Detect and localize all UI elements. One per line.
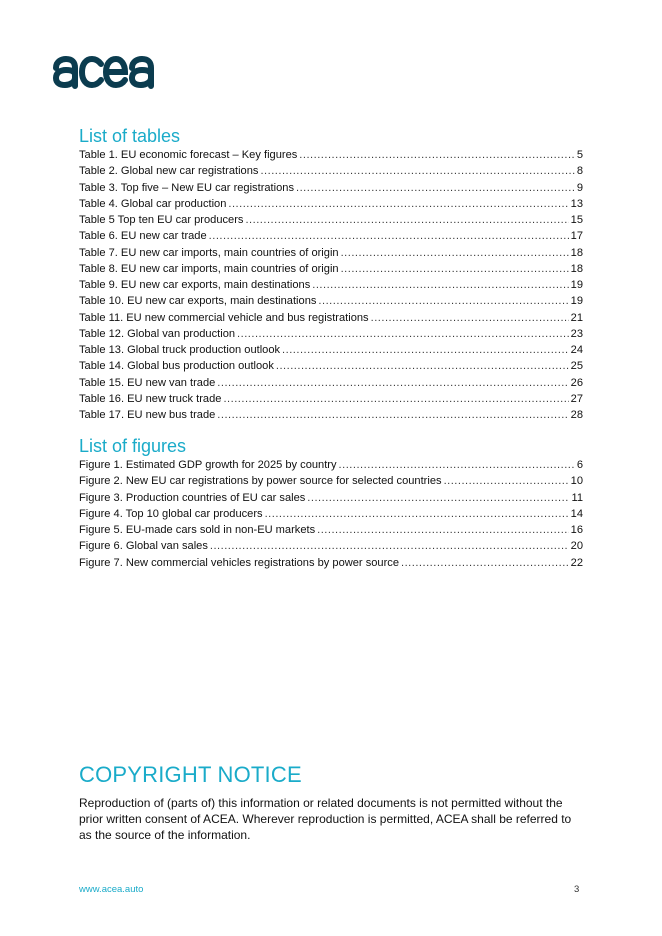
table-entry-page: 23 xyxy=(570,327,583,340)
table-entry-title: Table 17. EU new bus trade xyxy=(79,409,216,421)
list-of-figures xyxy=(79,457,583,571)
table-entry[interactable] xyxy=(79,342,583,358)
table-entry-title: Table 9. EU new car exports, main destinations xyxy=(79,279,311,291)
acea-logo[interactable] xyxy=(50,42,162,90)
table-entry[interactable] xyxy=(79,163,583,179)
table-entry[interactable] xyxy=(79,261,583,277)
figure-entry-title: Figure 6. Global van sales xyxy=(79,540,208,553)
dot-leader xyxy=(276,358,569,374)
table-entry-title: Table 11. EU new commercial vehicle and bus registrations xyxy=(79,311,369,324)
table-entry-title: Table 14. Global bus production outlook xyxy=(79,360,274,373)
table-entry-page: 9 xyxy=(576,181,583,194)
figure-entry[interactable] xyxy=(79,490,583,506)
table-entry-page: 24 xyxy=(570,344,583,356)
figure-entry-title: Figure 5. EU-made cars sold in non-EU markets xyxy=(79,524,316,536)
table-entry[interactable] xyxy=(79,212,583,228)
figure-entry-page: 22 xyxy=(570,556,583,569)
table-entry-page: 5 xyxy=(576,149,583,161)
dot-leader xyxy=(307,490,569,506)
dot-leader xyxy=(223,391,568,407)
table-entry-page: 19 xyxy=(570,279,583,291)
table-entry[interactable] xyxy=(79,391,583,407)
table-entry-page: 15 xyxy=(570,214,583,226)
table-entry-page: 28 xyxy=(570,409,583,421)
figure-entry-title: Figure 7. New commercial vehicles registrations by power source xyxy=(79,556,399,569)
footer-url-link[interactable]: www.acea.auto xyxy=(79,884,144,895)
dot-leader xyxy=(341,245,569,261)
table-entry[interactable] xyxy=(79,326,583,342)
figure-entry[interactable] xyxy=(79,538,583,554)
dot-leader xyxy=(210,538,569,554)
dot-leader xyxy=(312,277,568,293)
dot-leader xyxy=(260,163,574,179)
copyright-heading: COPYRIGHT NOTICE xyxy=(79,762,302,787)
list-of-tables-heading: List of tables xyxy=(79,126,181,146)
table-entry[interactable] xyxy=(79,245,583,261)
footer-page-number: 3 xyxy=(574,884,580,895)
table-entry-title: Table 8. EU new car imports, main countries of origin xyxy=(79,262,339,275)
figure-entry-page: 10 xyxy=(570,475,583,488)
table-entry-title: Table 3. Top five – New EU car registrations xyxy=(79,181,294,194)
dot-leader xyxy=(371,310,569,326)
figure-entry[interactable] xyxy=(79,522,583,538)
table-entry-title: Table 10. EU new car exports, main destinations xyxy=(79,295,317,308)
dot-leader xyxy=(299,147,575,163)
table-entry-page: 19 xyxy=(570,295,583,308)
table-entry[interactable] xyxy=(79,375,583,391)
figure-entry-page: 16 xyxy=(570,524,583,536)
table-entry-title: Table 7. EU new car imports, main countries of origin xyxy=(79,246,339,259)
table-entry-page: 25 xyxy=(570,360,583,373)
table-entry[interactable] xyxy=(79,407,583,423)
list-of-figures-heading: List of figures xyxy=(79,436,187,456)
table-entry-page: 26 xyxy=(570,376,583,389)
table-entry-page: 17 xyxy=(570,230,583,243)
figure-entry-title: Figure 4. Top 10 global car producers xyxy=(79,507,263,520)
table-entry-title: Table 12. Global van production xyxy=(79,327,236,340)
figure-entry-title: Figure 2. New EU car registrations by power source for selected countries xyxy=(79,475,442,488)
table-entry-title: Table 2. Global new car registrations xyxy=(79,165,259,178)
copyright-text: Reproduction of (parts of) this information or related documents is not permitted without the prior written consent of ACEA. Wherever reproduction is permitted, ACEA shall be referred to as the source of the information. xyxy=(79,796,572,842)
table-entry[interactable] xyxy=(79,196,583,212)
dot-leader xyxy=(318,293,568,309)
table-entry[interactable] xyxy=(79,310,583,326)
table-entry-title: Table 5 Top ten EU car producers xyxy=(79,214,244,226)
dot-leader xyxy=(217,407,568,423)
figure-entry[interactable] xyxy=(79,506,583,522)
table-entry[interactable] xyxy=(79,180,583,196)
dot-leader xyxy=(401,555,569,571)
figure-entry-page: 11 xyxy=(571,491,583,504)
figure-entry-page: 14 xyxy=(570,507,583,520)
figure-entry-page: 6 xyxy=(576,459,583,471)
table-entry-page: 13 xyxy=(570,197,583,210)
figure-entry[interactable] xyxy=(79,555,583,571)
table-entry[interactable] xyxy=(79,228,583,244)
dot-leader xyxy=(237,326,569,342)
table-entry-title: Table 1. EU economic forecast – Key figures xyxy=(79,149,298,161)
table-entry-title: Table 4. Global car production xyxy=(79,197,227,210)
dot-leader xyxy=(265,506,569,522)
figure-entry-title: Figure 3. Production countries of EU car sales xyxy=(79,491,306,504)
dot-leader xyxy=(296,180,575,196)
table-entry-title: Table 15. EU new van trade xyxy=(79,376,216,389)
table-entry-page: 27 xyxy=(570,392,583,405)
dot-leader xyxy=(245,212,568,228)
table-entry[interactable] xyxy=(79,147,583,163)
figure-entry-page: 20 xyxy=(570,540,583,553)
figure-entry[interactable] xyxy=(79,457,583,473)
dot-leader xyxy=(339,457,575,473)
table-entry-page: 18 xyxy=(570,262,583,275)
table-entry[interactable] xyxy=(79,293,583,309)
dot-leader xyxy=(228,196,568,212)
dot-leader xyxy=(317,522,569,538)
table-entry-title: Table 13. Global truck production outlook xyxy=(79,344,281,356)
table-entry[interactable] xyxy=(79,358,583,374)
dot-leader xyxy=(217,375,568,391)
figure-entry-title: Figure 1. Estimated GDP growth for 2025 by country xyxy=(79,459,337,471)
dot-leader xyxy=(209,228,569,244)
dot-leader xyxy=(341,261,569,277)
table-entry-page: 18 xyxy=(570,246,583,259)
dot-leader xyxy=(282,342,569,358)
table-entry-title: Table 6. EU new car trade xyxy=(79,230,207,243)
dot-leader xyxy=(444,473,569,489)
table-entry[interactable] xyxy=(79,277,583,293)
list-of-tables xyxy=(79,147,583,423)
figure-entry[interactable] xyxy=(79,473,583,489)
table-entry-title: Table 16. EU new truck trade xyxy=(79,392,222,405)
table-entry-page: 21 xyxy=(570,311,583,324)
table-entry-page: 8 xyxy=(576,165,583,178)
